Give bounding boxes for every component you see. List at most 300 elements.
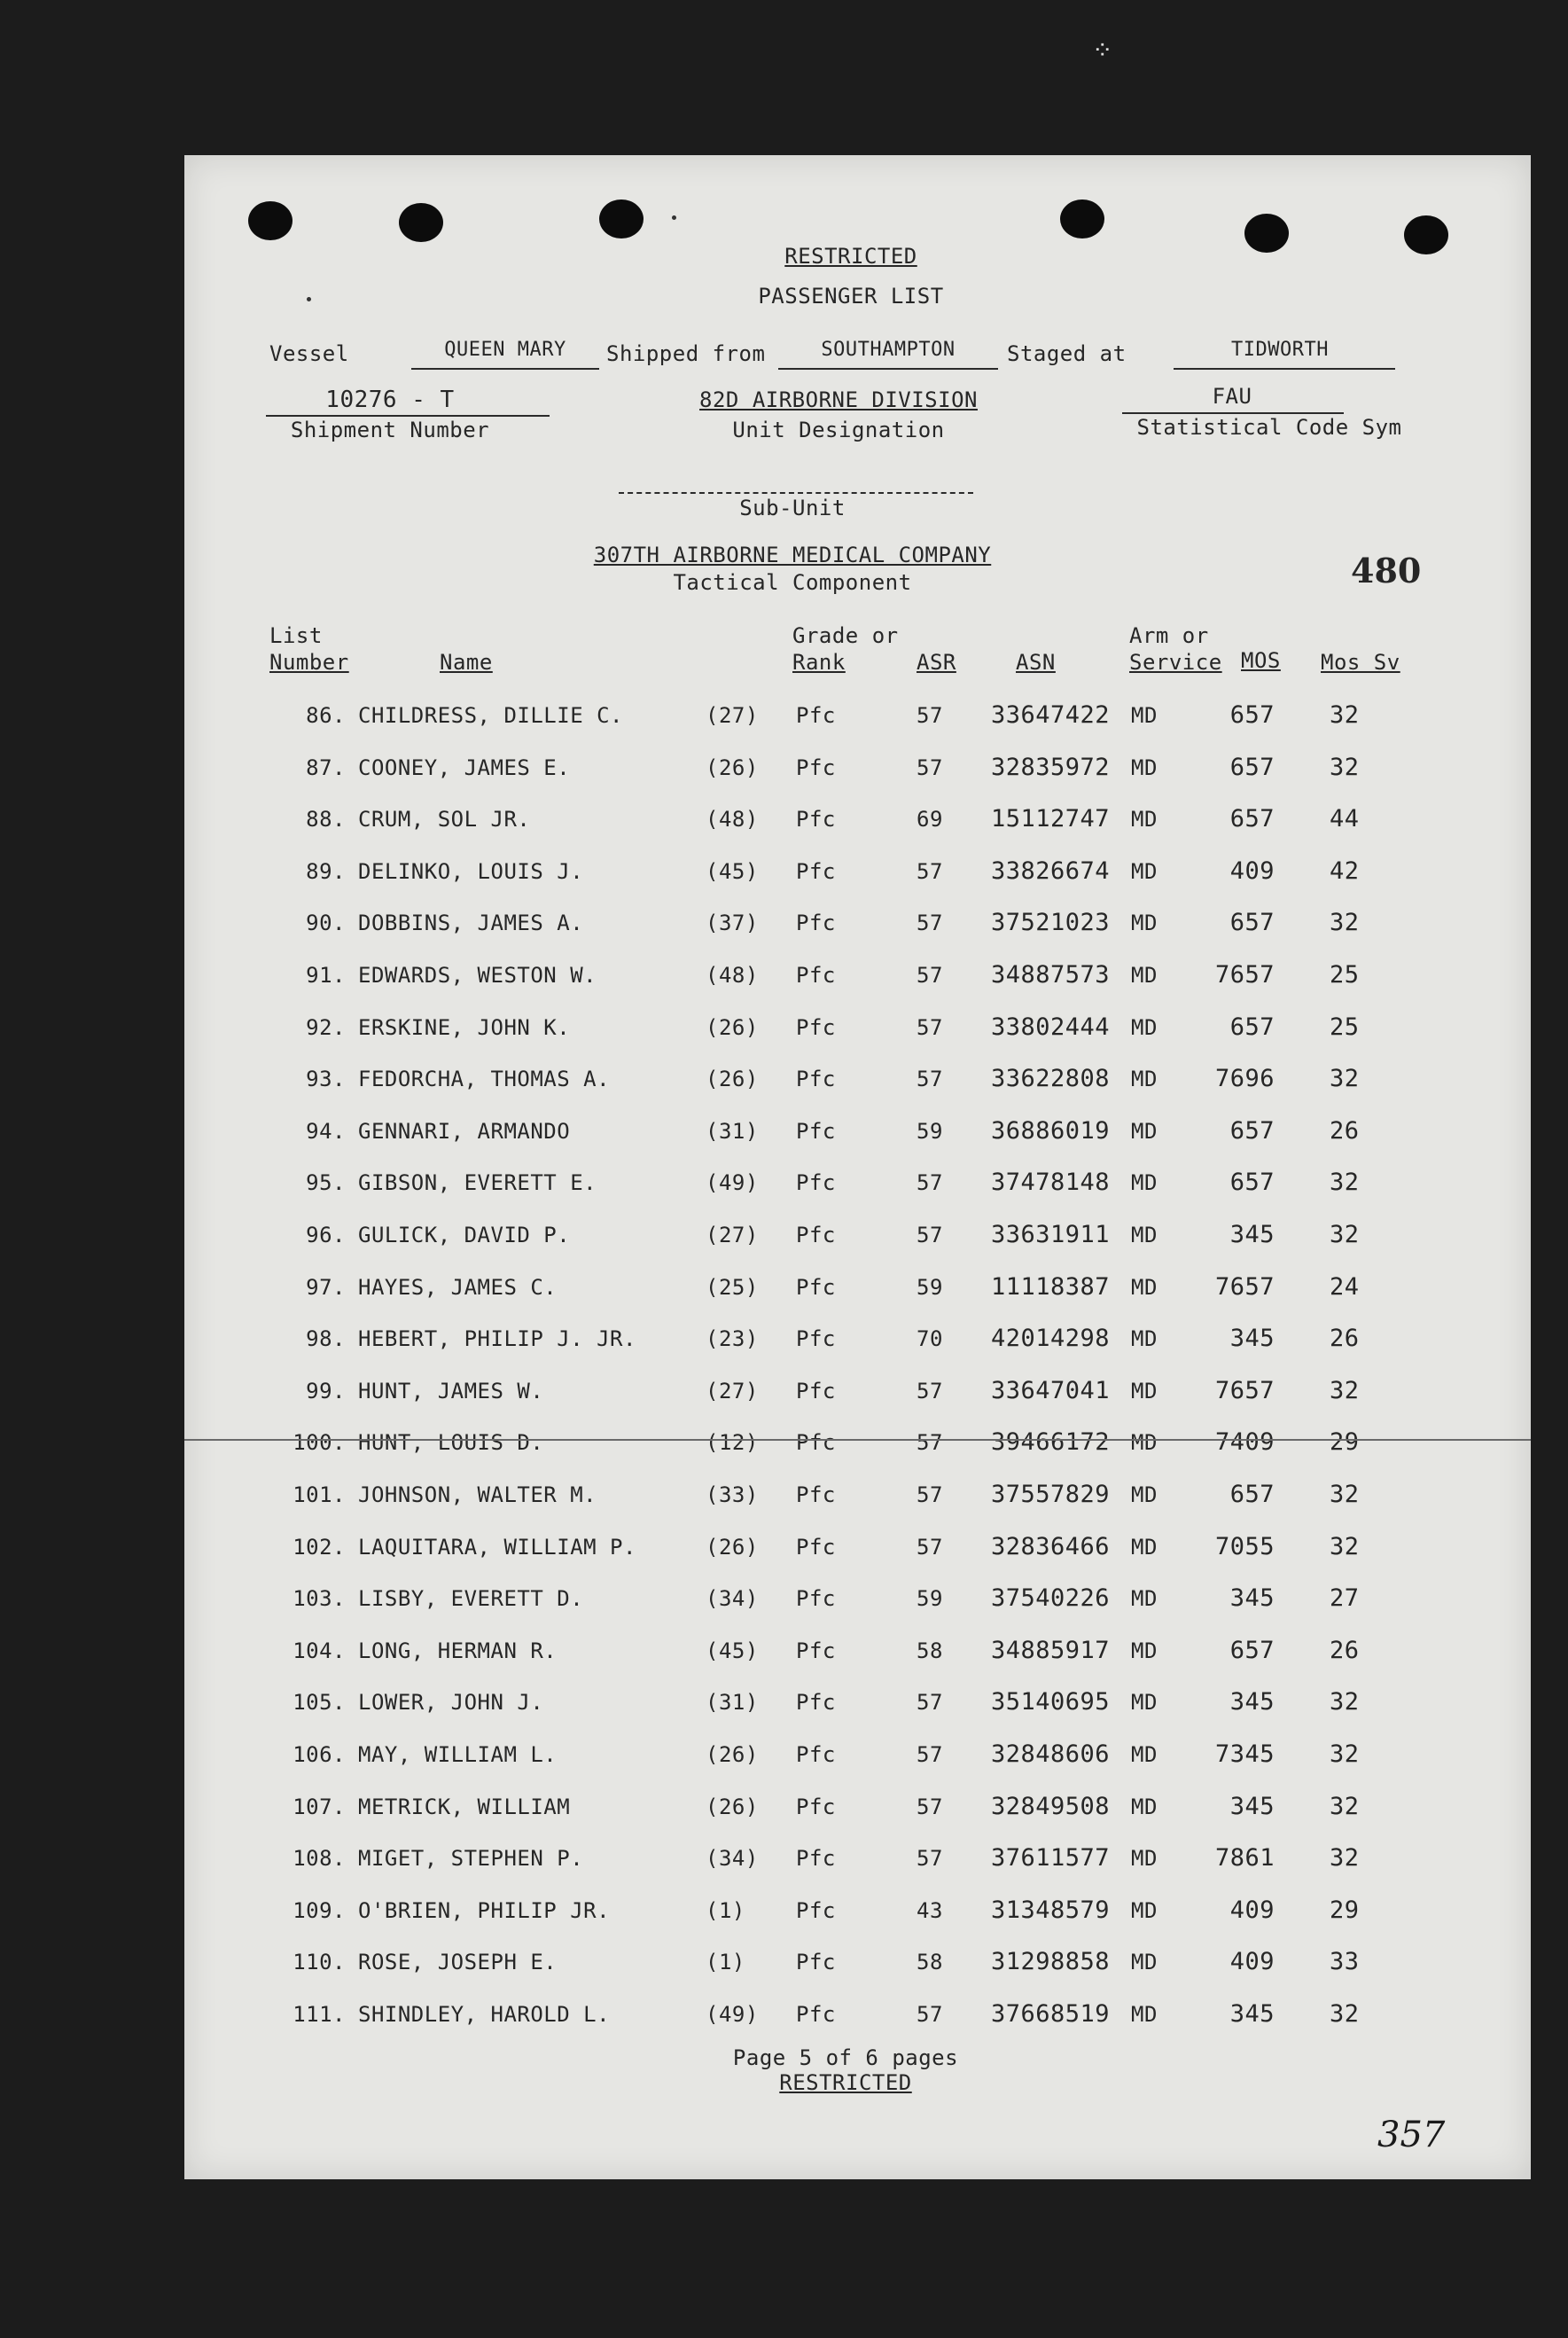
handwritten-number: 357 (1377, 2115, 1446, 2155)
list-number: 98. (306, 1326, 346, 1351)
grade-rank: Pfc (796, 1586, 836, 1611)
col-service: Service (1129, 650, 1222, 675)
grade-rank: Pfc (796, 755, 836, 780)
passenger-name: GENNARI, ARMANDO (358, 1119, 571, 1144)
table-row (184, 1737, 1531, 1772)
asr-value: 69 (917, 807, 943, 832)
arm-service: MD (1131, 1482, 1158, 1507)
punch-hole (248, 201, 293, 240)
page-count: Page 5 of 6 pages (732, 2045, 959, 2070)
sub-unit-label: Sub-Unit (739, 496, 846, 520)
table-row (184, 1165, 1531, 1200)
stat-code-underline (1122, 412, 1344, 414)
table-row (184, 1581, 1531, 1616)
asr-value: 59 (917, 1119, 943, 1144)
age-code: (26) (706, 1795, 759, 1819)
asr-value: 59 (917, 1275, 943, 1300)
grade-rank: Pfc (796, 1430, 836, 1455)
passenger-name: HUNT, LOUIS D. (358, 1430, 544, 1455)
mos-value: 7345 (1214, 1740, 1275, 1768)
col-name: Name (440, 650, 493, 675)
list-number: 103. (293, 1586, 346, 1611)
age-code: (27) (706, 703, 759, 728)
col-number: Number (269, 650, 349, 675)
mos-value: 345 (1229, 1221, 1275, 1248)
asr-value: 57 (917, 755, 943, 780)
mos-value: 7055 (1214, 1533, 1275, 1560)
asr-value: 57 (917, 2002, 943, 2027)
arm-service: MD (1131, 1430, 1158, 1455)
passenger-name: DELINKO, LOUIS J. (358, 859, 584, 884)
asn-value: 34885917 (991, 1637, 1111, 1664)
grade-rank: Pfc (796, 1950, 836, 1974)
asn-value: 37611577 (991, 1844, 1111, 1872)
staged-at-underline (1174, 368, 1395, 370)
asr-value: 57 (917, 1015, 943, 1040)
list-number: 111. (293, 2002, 346, 2027)
mos-value: 657 (1229, 754, 1275, 781)
asn-value: 36886019 (991, 1117, 1111, 1145)
age-code: (26) (706, 1067, 759, 1091)
age-code: (26) (706, 1742, 759, 1767)
table-row (184, 905, 1531, 941)
grade-rank: Pfc (796, 1119, 836, 1144)
mos-value: 7696 (1214, 1065, 1275, 1092)
arm-service: MD (1131, 1742, 1158, 1767)
list-number: 102. (293, 1535, 346, 1560)
arm-service: MD (1131, 859, 1158, 884)
list-number: 100. (293, 1430, 346, 1455)
passenger-name: METRICK, WILLIAM (358, 1795, 571, 1819)
asr-value: 57 (917, 1067, 943, 1091)
passenger-name: GULICK, DAVID P. (358, 1223, 571, 1247)
asr-value: 57 (917, 1795, 943, 1819)
asn-value: 39466172 (991, 1428, 1111, 1456)
age-code: (48) (706, 807, 759, 832)
paper-speck (307, 297, 311, 301)
punch-hole (399, 203, 443, 242)
mos-sv-value: 29 (1330, 1896, 1360, 1924)
table-row (184, 1477, 1531, 1513)
mos-value: 345 (1229, 1584, 1275, 1612)
arm-service: MD (1131, 807, 1158, 832)
table-row (184, 1944, 1531, 1980)
col-asn: ASN (1016, 650, 1056, 675)
table-row (184, 750, 1531, 786)
age-code: (26) (706, 1535, 759, 1560)
mos-value: 409 (1229, 1948, 1275, 1975)
asr-value: 57 (917, 1742, 943, 1767)
list-number: 108. (293, 1846, 346, 1871)
table-row (184, 1633, 1531, 1669)
grade-rank: Pfc (796, 1742, 836, 1767)
mos-value: 657 (1229, 701, 1275, 729)
list-number: 105. (293, 1690, 346, 1715)
passenger-name: ERSKINE, JOHN K. (358, 1015, 571, 1040)
passenger-name: CHILDRESS, DILLIE C. (358, 703, 623, 728)
passenger-name: LONG, HERMAN R. (358, 1638, 558, 1663)
asr-value: 59 (917, 1586, 943, 1611)
mos-sv-value: 32 (1330, 1688, 1360, 1716)
arm-service: MD (1131, 1275, 1158, 1300)
restricted-heading: RESTRICTED (784, 244, 917, 269)
grade-rank: Pfc (796, 1690, 836, 1715)
stat-code-value: FAU (1212, 384, 1252, 409)
arm-service: MD (1131, 703, 1158, 728)
asn-value: 31348579 (991, 1896, 1111, 1924)
arm-service: MD (1131, 1846, 1158, 1871)
mos-value: 345 (1229, 1325, 1275, 1352)
mos-sv-value: 44 (1330, 805, 1360, 833)
asr-value: 57 (917, 703, 943, 728)
table-row (184, 698, 1531, 733)
asn-value: 34887573 (991, 961, 1111, 989)
col-arm: Arm or (1129, 623, 1209, 648)
passenger-name: CRUM, SOL JR. (358, 807, 531, 832)
col-mos-sv: Mos Sv (1321, 650, 1400, 675)
list-number: 109. (293, 1898, 346, 1923)
asn-value: 32836466 (991, 1533, 1111, 1560)
asn-value: 32849508 (991, 1793, 1111, 1820)
age-code: (45) (706, 859, 759, 884)
asr-value: 57 (917, 859, 943, 884)
passenger-name: HEBERT, PHILIP J. JR. (358, 1326, 636, 1351)
grade-rank: Pfc (796, 1015, 836, 1040)
list-number: 107. (293, 1795, 346, 1819)
mos-value: 657 (1229, 1481, 1275, 1508)
sub-unit-line (619, 492, 973, 494)
mos-sv-value: 27 (1330, 1584, 1360, 1612)
mos-value: 7657 (1214, 961, 1275, 989)
mos-sv-value: 25 (1330, 961, 1360, 989)
asn-value: 33647041 (991, 1377, 1111, 1404)
staged-at-value: TIDWORTH (1231, 339, 1329, 361)
arm-service: MD (1131, 1379, 1158, 1404)
grade-rank: Pfc (796, 703, 836, 728)
table-row (184, 1061, 1531, 1097)
age-code: (26) (706, 755, 759, 780)
strike-through-line (184, 1439, 1531, 1441)
stat-code-label: Statistical Code Sym (1136, 415, 1402, 440)
mos-sv-value: 33 (1330, 1948, 1360, 1975)
mos-sv-value: 42 (1330, 857, 1360, 885)
arm-service: MD (1131, 911, 1158, 935)
tactical-component-label: Tactical Component (673, 570, 912, 595)
mos-value: 345 (1229, 2000, 1275, 2028)
table-row (184, 1685, 1531, 1720)
mos-value: 657 (1229, 1637, 1275, 1664)
mos-value: 345 (1229, 1793, 1275, 1820)
passenger-name: LOWER, JOHN J. (358, 1690, 544, 1715)
arm-service: MD (1131, 2002, 1158, 2027)
mos-sv-value: 32 (1330, 1533, 1360, 1560)
passenger-name: FEDORCHA, THOMAS A. (358, 1067, 611, 1091)
page-stamp-number: 480 (1351, 551, 1422, 590)
asr-value: 57 (917, 963, 943, 988)
shipped-from-underline (778, 368, 998, 370)
asn-value: 35140695 (991, 1688, 1111, 1716)
grade-rank: Pfc (796, 1638, 836, 1663)
asn-value: 37668519 (991, 2000, 1111, 2028)
arm-service: MD (1131, 1119, 1158, 1144)
list-number: 104. (293, 1638, 346, 1663)
grade-rank: Pfc (796, 807, 836, 832)
arm-service: MD (1131, 1795, 1158, 1819)
passenger-name: SHINDLEY, HAROLD L. (358, 2002, 611, 2027)
asn-value: 33826674 (991, 857, 1111, 885)
passenger-name: LISBY, EVERETT D. (358, 1586, 584, 1611)
table-row (184, 1010, 1531, 1045)
list-number: 92. (306, 1015, 346, 1040)
passenger-name: COONEY, JAMES E. (358, 755, 571, 780)
grade-rank: Pfc (796, 1067, 836, 1091)
asr-value: 58 (917, 1638, 943, 1663)
passenger-list-page (184, 155, 1531, 2179)
asn-value: 33802444 (991, 1013, 1111, 1041)
asr-value: 57 (917, 911, 943, 935)
table-row (184, 801, 1531, 837)
mos-sv-value: 26 (1330, 1325, 1360, 1352)
list-number: 86. (306, 703, 346, 728)
passenger-name: JOHNSON, WALTER M. (358, 1482, 597, 1507)
asn-value: 33647422 (991, 701, 1111, 729)
asr-value: 57 (917, 1535, 943, 1560)
mos-value: 7657 (1214, 1273, 1275, 1301)
asn-value: 32848606 (991, 1740, 1111, 1768)
list-number: 106. (293, 1742, 346, 1767)
mos-sv-value: 32 (1330, 1169, 1360, 1196)
arm-service: MD (1131, 1638, 1158, 1663)
mos-sv-value: 32 (1330, 1481, 1360, 1508)
mos-value: 7861 (1214, 1844, 1275, 1872)
col-mos: MOS (1241, 648, 1281, 673)
list-number: 96. (306, 1223, 346, 1247)
mos-sv-value: 32 (1330, 1844, 1360, 1872)
table-row (184, 1841, 1531, 1876)
vessel-underline (411, 368, 599, 370)
arm-service: MD (1131, 1223, 1158, 1247)
age-code: (37) (706, 911, 759, 935)
age-code: (26) (706, 1015, 759, 1040)
age-code: (1) (706, 1950, 745, 1974)
asr-value: 43 (917, 1898, 943, 1923)
table-row (184, 1270, 1531, 1305)
asn-value: 37557829 (991, 1481, 1111, 1508)
unit-designation-value: 82D AIRBORNE DIVISION (699, 387, 978, 412)
mos-sv-value: 29 (1330, 1428, 1360, 1456)
arm-service: MD (1131, 1326, 1158, 1351)
age-code: (31) (706, 1119, 759, 1144)
passenger-name: HAYES, JAMES C. (358, 1275, 558, 1300)
arm-service: MD (1131, 1015, 1158, 1040)
mos-value: 409 (1229, 1896, 1275, 1924)
arm-service: MD (1131, 1586, 1158, 1611)
col-rank: Rank (792, 650, 846, 675)
punch-hole (599, 199, 644, 238)
col-asr: ASR (917, 650, 956, 675)
list-number: 88. (306, 807, 346, 832)
asn-value: 11118387 (991, 1273, 1111, 1301)
vessel-value: QUEEN MARY (444, 339, 566, 361)
list-number: 94. (306, 1119, 346, 1144)
asr-value: 57 (917, 1482, 943, 1507)
mos-sv-value: 32 (1330, 1377, 1360, 1404)
mos-value: 409 (1229, 857, 1275, 885)
list-number: 97. (306, 1275, 346, 1300)
age-code: (34) (706, 1846, 759, 1871)
grade-rank: Pfc (796, 1898, 836, 1923)
table-row (184, 1217, 1531, 1253)
grade-rank: Pfc (796, 1482, 836, 1507)
table-row (184, 1321, 1531, 1357)
passenger-name: MIGET, STEPHEN P. (358, 1846, 584, 1871)
passenger-name: GIBSON, EVERETT E. (358, 1170, 597, 1195)
asn-value: 32835972 (991, 754, 1111, 781)
table-row (184, 958, 1531, 993)
vessel-label: Vessel (269, 341, 349, 366)
age-code: (45) (706, 1638, 759, 1663)
grade-rank: Pfc (796, 1795, 836, 1819)
age-code: (25) (706, 1275, 759, 1300)
table-row (184, 1425, 1531, 1460)
staged-at-label: Staged at (1007, 341, 1127, 366)
punch-hole (1404, 215, 1448, 254)
arm-service: MD (1131, 1690, 1158, 1715)
age-code: (27) (706, 1379, 759, 1404)
list-number: 89. (306, 859, 346, 884)
asr-value: 57 (917, 1223, 943, 1247)
mos-value: 657 (1229, 1117, 1275, 1145)
asn-value: 42014298 (991, 1325, 1111, 1352)
arm-service: MD (1131, 1950, 1158, 1974)
table-row (184, 1893, 1531, 1928)
mos-sv-value: 32 (1330, 754, 1360, 781)
age-code: (33) (706, 1482, 759, 1507)
asn-value: 33631911 (991, 1221, 1111, 1248)
asr-value: 57 (917, 1846, 943, 1871)
mos-sv-value: 24 (1330, 1273, 1360, 1301)
passenger-name: DOBBINS, JAMES A. (358, 911, 584, 935)
mos-value: 345 (1229, 1688, 1275, 1716)
mos-value: 657 (1229, 909, 1275, 936)
asn-value: 33622808 (991, 1065, 1111, 1092)
list-number: 93. (306, 1067, 346, 1091)
mos-value: 7657 (1214, 1377, 1275, 1404)
mos-sv-value: 32 (1330, 1793, 1360, 1820)
paper-speck (672, 215, 676, 220)
asr-value: 58 (917, 1950, 943, 1974)
grade-rank: Pfc (796, 859, 836, 884)
list-number: 99. (306, 1379, 346, 1404)
mos-sv-value: 32 (1330, 1065, 1360, 1092)
mos-sv-value: 32 (1330, 2000, 1360, 2028)
grade-rank: Pfc (796, 1275, 836, 1300)
mos-sv-value: 32 (1330, 909, 1360, 936)
list-number: 90. (306, 911, 346, 935)
passenger-name: LAQUITARA, WILLIAM P. (358, 1535, 636, 1560)
grade-rank: Pfc (796, 1379, 836, 1404)
punch-hole (1060, 199, 1104, 238)
grade-rank: Pfc (796, 2002, 836, 2027)
shipment-number-label: Shipment Number (290, 418, 490, 442)
table-row (184, 1789, 1531, 1825)
asn-value: 37521023 (991, 909, 1111, 936)
shipped-from-value: SOUTHAMPTON (821, 339, 956, 361)
grade-rank: Pfc (796, 1223, 836, 1247)
passenger-name: HUNT, JAMES W. (358, 1379, 544, 1404)
col-list: List (269, 623, 323, 648)
arm-service: MD (1131, 1535, 1158, 1560)
arm-service: MD (1131, 963, 1158, 988)
mos-sv-value: 32 (1330, 1740, 1360, 1768)
table-row (184, 1529, 1531, 1565)
mos-value: 657 (1229, 1013, 1275, 1041)
mos-value: 657 (1229, 805, 1275, 833)
mos-sv-value: 26 (1330, 1637, 1360, 1664)
grade-rank: Pfc (796, 911, 836, 935)
asn-value: 37540226 (991, 1584, 1111, 1612)
asr-value: 57 (917, 1430, 943, 1455)
punch-hole (1244, 214, 1289, 253)
list-number: 91. (306, 963, 346, 988)
arm-service: MD (1131, 755, 1158, 780)
age-code: (34) (706, 1586, 759, 1611)
age-code: (27) (706, 1223, 759, 1247)
arm-service: MD (1131, 1898, 1158, 1923)
shipped-from-label: Shipped from (606, 341, 766, 366)
mos-value: 657 (1229, 1169, 1275, 1196)
grade-rank: Pfc (796, 1846, 836, 1871)
table-row (184, 1997, 1531, 2032)
table-row (184, 854, 1531, 889)
arm-service: MD (1131, 1067, 1158, 1091)
asr-value: 57 (917, 1379, 943, 1404)
grade-rank: Pfc (796, 1535, 836, 1560)
passenger-name: EDWARDS, WESTON W. (358, 963, 597, 988)
table-row (184, 1114, 1531, 1149)
age-code: (1) (706, 1898, 745, 1923)
table-row (184, 1373, 1531, 1409)
asn-value: 31298858 (991, 1948, 1111, 1975)
tactical-component-value: 307TH AIRBORNE MEDICAL COMPANY (593, 543, 992, 567)
list-number: 87. (306, 755, 346, 780)
grade-rank: Pfc (796, 1326, 836, 1351)
asr-value: 57 (917, 1690, 943, 1715)
passenger-name: ROSE, JOSEPH E. (358, 1950, 558, 1974)
asr-value: 70 (917, 1326, 943, 1351)
unit-designation-label: Unit Designation (732, 418, 945, 442)
list-number: 110. (293, 1950, 346, 1974)
restricted-footer: RESTRICTED (779, 2070, 912, 2095)
asr-value: 57 (917, 1170, 943, 1195)
age-code: (49) (706, 1170, 759, 1195)
age-code: (12) (706, 1430, 759, 1455)
list-number: 95. (306, 1170, 346, 1195)
asn-value: 15112747 (991, 805, 1111, 833)
age-code: (49) (706, 2002, 759, 2027)
shipment-number-underline (266, 415, 550, 417)
passenger-list-heading: PASSENGER LIST (758, 284, 944, 309)
mos-sv-value: 25 (1330, 1013, 1360, 1041)
col-grade: Grade or (792, 623, 899, 648)
mos-sv-value: 32 (1330, 701, 1360, 729)
list-number: 101. (293, 1482, 346, 1507)
passenger-name: O'BRIEN, PHILIP JR. (358, 1898, 611, 1923)
shipment-number-value: 10276 - T (325, 387, 455, 413)
age-code: (48) (706, 963, 759, 988)
age-code: (23) (706, 1326, 759, 1351)
grade-rank: Pfc (796, 963, 836, 988)
